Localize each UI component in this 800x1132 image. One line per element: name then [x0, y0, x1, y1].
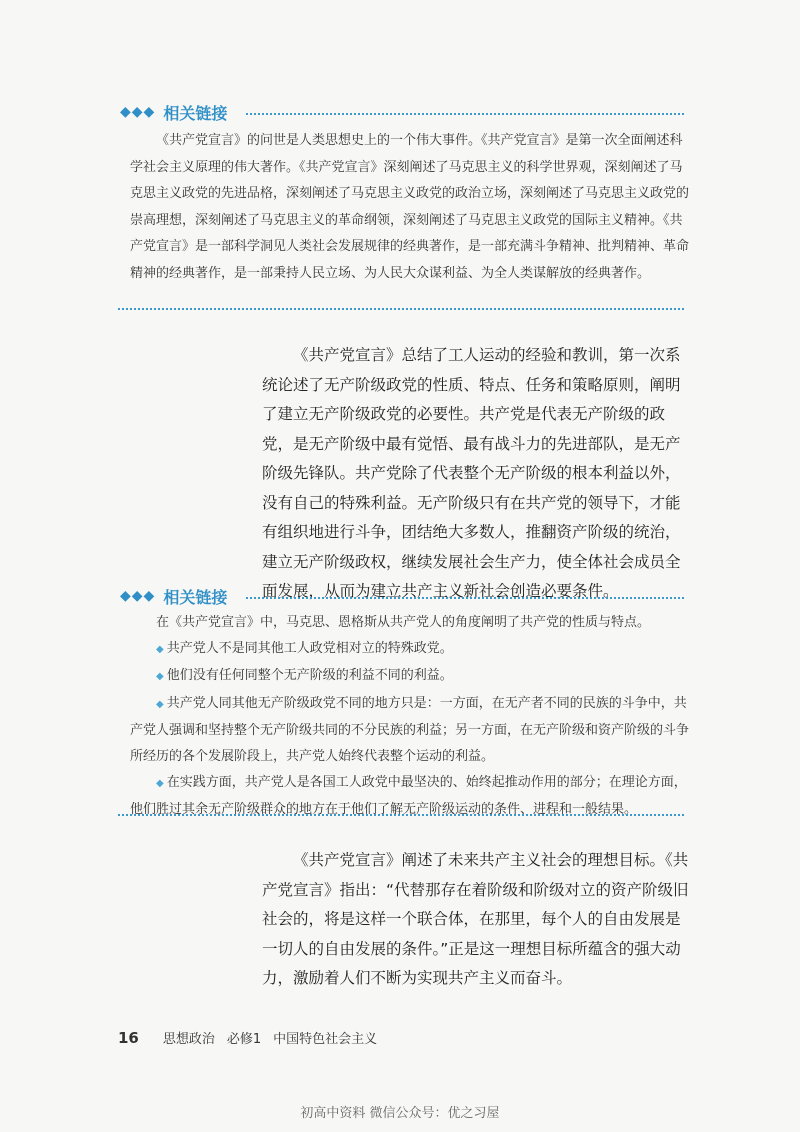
bullet-diamond-icon: ◆ [156, 671, 164, 683]
related-link-title-1: 相关链接 [163, 103, 228, 123]
related-link-header-2 [120, 584, 227, 608]
diamonds-icon: ◆◆◆ [120, 588, 156, 604]
diamonds-icon: ◆◆◆ [120, 104, 156, 120]
footer-subject: 思想政治 [162, 1032, 215, 1047]
main-paragraph-1-text: 《共产党宣言》总结了工人运动的经验和教训，第一次系统论述了无产阶级政党的性质、特点、任务和策略原则，阐明了建立无产阶级政党的必要性。共产党是代表无产阶级的政党，是无产阶级中最有觉悟、最有战斗力的先进部队，是无产阶级先锋队。共产党除了代表整个无产阶级的根本利益以外，没有自己的特殊利益。无产阶级只有在共产党的领导下，才能有组织地进行斗争，团结绝大多数人，推翻资产阶级的统治，建立无产阶级政权，继续发展社会生产力，使全体社会成员全面发展，从而为建立共产主义新社会创造必要条件。 [262, 346, 681, 600]
related-link-body-1 [130, 128, 690, 287]
section-divider-2 [118, 814, 684, 816]
related-link-intro: 在《共产党宣言》中，马克思、恩格斯从共产党人的角度阐明了共产党的性质与特点。 [156, 615, 651, 630]
list-item [130, 636, 690, 663]
header-dotted-rule-1 [246, 113, 684, 115]
bullet-diamond-icon: ◆ [156, 778, 164, 790]
related-link-header-1 [120, 100, 227, 124]
main-paragraph-2-text: 《共产党宣言》阐述了未来共产主义社会的理想目标。《共产党宣言》指出：“代替那存在着阶级和阶级对立的资产阶级旧社会的，将是这样一个联合体，在那里，每个人的自由发展是一切人的自由发展的条件。”正是这一理想目标所蕴含的强大动力，激励着人们不断为实现共产主义而奋斗。 [262, 851, 689, 987]
page-footer [118, 1028, 377, 1047]
related-link-title-2: 相关链接 [163, 587, 228, 607]
header-dotted-rule-2 [246, 597, 684, 599]
bullet-diamond-icon: ◆ [156, 698, 164, 710]
page-number: 16 [118, 1029, 139, 1047]
list-item-text: 他们没有任何同整个无产阶级的利益不同的利益。 [166, 668, 453, 684]
section-divider-1 [118, 308, 684, 310]
list-item [130, 691, 690, 771]
main-paragraph-1 [262, 341, 692, 607]
watermark: 初高中资料 微信公众号：优之习屋 [300, 1106, 500, 1121]
main-paragraph-2 [262, 846, 692, 994]
list-item-text: 共产党人同其他无产阶级政党不同的地方只是：一方面，在无产者不同的民族的斗争中，共产党人强调和坚持整个无产阶级共同的不分民族的利益；另一方面，在无产阶级和资产阶级的斗争所经历的各个发展阶段上，共产党人始终代表整个运动的利益。 [130, 695, 690, 765]
bullet-diamond-icon: ◆ [156, 644, 164, 656]
footer-book: 中国特色社会主义 [273, 1032, 378, 1047]
list-item-text: 在实践方面，共产党人是各国工人政党中最坚决的、始终起推动作用的部分；在理论方面，他们胜过其余无产阶级群众的地方在于他们了解无产阶级运动的条件、进程和一般结果。 [130, 775, 687, 818]
related-link-body-2 [130, 610, 690, 824]
footer-volume: 必修1 [226, 1032, 262, 1047]
related-link-paragraph: 《共产党宣言》的问世是人类思想史上的一个伟大事件。《共产党宣言》是第一次全面阐述科学社会主义原理的伟大著作。《共产党宣言》深刻阐述了马克思主义的科学世界观，深刻阐述了马克思主义政党的先进品格，深刻阐述了马克思主义政党的政治立场，深刻阐述了马克思主义政党的崇高理想，深刻阐述了马克思主义的革命纲领，深刻阐述了马克思主义政党的国际主义精神。《共产党宣言》是一部科学洞见人类社会发展规律的经典著作，是一部充满斗争精神、批判精神、革命精神的经典著作，是一部秉持人民立场、为人民大众谋利益、为全人类谋解放的经典著作。 [130, 133, 690, 281]
list-item-text: 共产党人不是同其他工人政党相对立的特殊政党。 [166, 641, 453, 657]
list-item [130, 663, 690, 690]
